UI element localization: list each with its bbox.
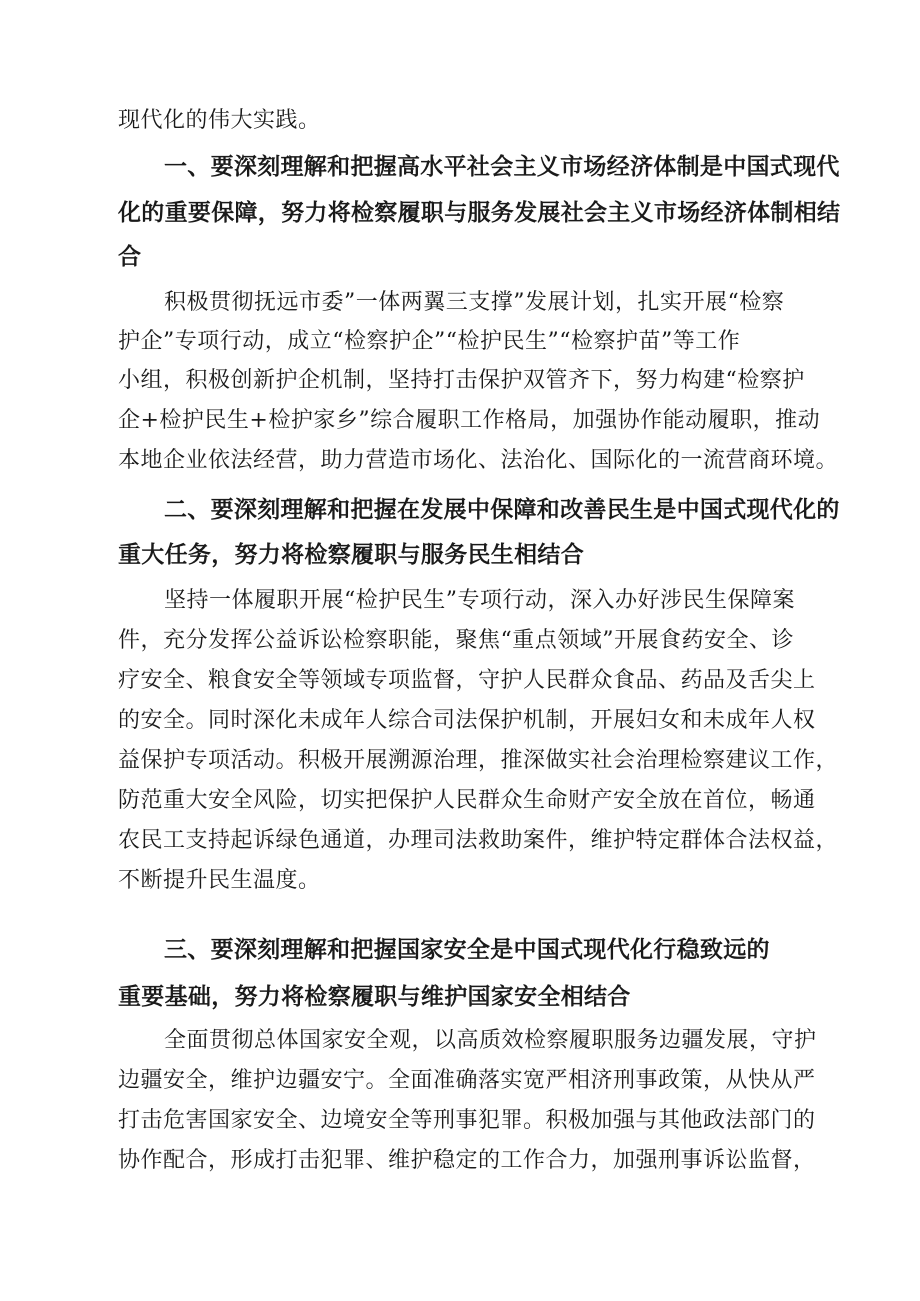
body-line: 本地企业依法经营，助力营造市场化、法治化、国际化的一流营商环境。 [118, 448, 839, 473]
section-heading-2-line-2: 重大任务，努力将检察履职与服务民生相结合 [118, 542, 584, 568]
body-line: 护企”专项行动，成立“检察护企”“检护民生”“检察护苗”等工作 [118, 329, 741, 354]
body-line: 农民工支持起诉绿色通道，办理司法救助案件，维护特定群体合法权益， [118, 828, 839, 853]
body-line: 全面贯彻总体国家安全观，以高质效检察履职服务边疆发展，守护 [164, 1028, 817, 1053]
section-heading-1-line-2: 化的重要保障，努力将检察履职与服务发展社会主义市场经济体制相结 [118, 200, 841, 226]
body-line: 益保护专项活动。积极开展溯源治理，推深做实社会治理检察建议工作， [118, 748, 839, 773]
body-line: 协作配合，形成打击犯罪、维护稳定的工作合力，加强刑事诉讼监督， [118, 1148, 816, 1173]
body-line: 企+检护民生+检护家乡”综合履职工作格局，加强协作能动履职，推动 [118, 408, 821, 433]
section-heading-3-line-2: 重要基础，努力将检察履职与维护国家安全相结合 [118, 984, 631, 1010]
body-line: 的安全。同时深化未成年人综合司法保护机制，开展妇女和未成年人权 [118, 708, 816, 733]
body-line: 打击危害国家安全、边境安全等刑事犯罪。积极加强与其他政法部门的 [118, 1108, 816, 1133]
section-heading-1-line-1: 一、要深刻理解和把握高水平社会主义市场经济体制是中国式现代 [164, 154, 840, 180]
body-line: 现代化的伟大实践。 [118, 108, 321, 133]
section-heading-3-line-1: 三、要深刻理解和把握国家安全是中国式现代化行稳致远的 [164, 937, 770, 963]
body-line: 防范重大安全风险，切实把保护人民群众生命财产安全放在首位，畅通 [118, 788, 816, 813]
body-line: 小组，积极创新护企机制，坚持打击保护双管齐下，努力构建“检察护 [118, 368, 805, 393]
section-heading-2-line-1: 二、要深刻理解和把握在发展中保障和改善民生是中国式现代化的 [164, 497, 840, 523]
section-heading-1-line-3: 合 [118, 244, 142, 270]
body-line: 坚持一体履职开展“检护民生”专项行动，深入办好涉民生保障案 [164, 588, 795, 613]
body-line: 件，充分发挥公益诉讼检察职能，聚焦“重点领域”开展食药安全、诊 [118, 628, 794, 653]
body-line: 疗安全、粮食安全等领域专项监督，守护人民群众食品、药品及舌尖上 [118, 668, 816, 693]
body-line: 不断提升民生温度。 [118, 868, 321, 893]
body-line: 边疆安全，维护边疆安宁。全面准确落实宽严相济刑事政策，从快从严 [118, 1068, 816, 1093]
body-line: 积极贯彻抚远市委”一体两翼三支撑”发展计划，扎实开展“检察 [164, 290, 785, 315]
